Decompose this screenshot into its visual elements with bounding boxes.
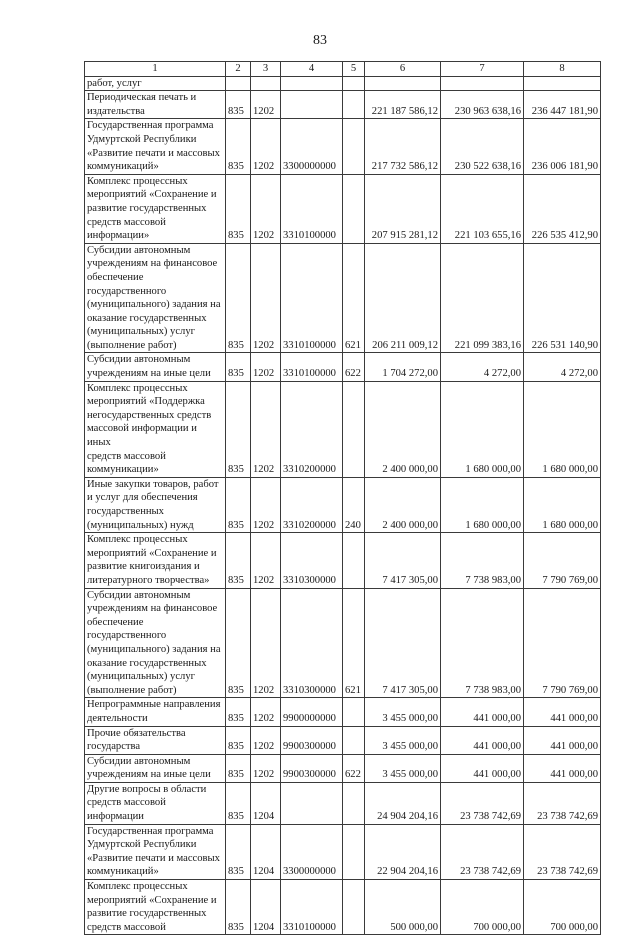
row-name-line: Субсидии автономным bbox=[87, 755, 191, 767]
grbs-code: 835 bbox=[226, 381, 251, 477]
section-code: 1202 bbox=[251, 754, 281, 782]
amount-year-3: 7 790 769,00 bbox=[524, 533, 601, 588]
column-header: 2 bbox=[226, 62, 251, 77]
row-name-line: мероприятий «Сохранение и bbox=[87, 547, 217, 559]
row-name-line: информации» bbox=[87, 230, 150, 242]
table-row bbox=[85, 782, 601, 824]
row-name bbox=[85, 754, 226, 782]
grbs-code: 835 bbox=[226, 353, 251, 381]
expense-type-code bbox=[343, 824, 365, 879]
row-name-line: (выполнение работ) bbox=[87, 339, 177, 351]
amount-year-1: 22 904 204,16 bbox=[365, 824, 441, 879]
row-name-line: Комплекс процессных bbox=[87, 881, 188, 893]
column-header: 1 bbox=[85, 62, 226, 77]
table-row bbox=[85, 381, 601, 477]
target-article-code: 3310300000 bbox=[281, 533, 343, 588]
amount-year-3: 1 680 000,00 bbox=[524, 477, 601, 532]
amount-year-1: 2 400 000,00 bbox=[365, 381, 441, 477]
grbs-code: 835 bbox=[226, 119, 251, 174]
row-name-line: учреждениям на иные цели bbox=[87, 769, 211, 781]
row-name-line: издательства bbox=[87, 105, 145, 117]
expense-type-code bbox=[343, 174, 365, 243]
amount-year-3: 441 000,00 bbox=[524, 754, 601, 782]
row-name-line: Субсидии автономным bbox=[87, 589, 191, 601]
row-name-line: (муниципальных) услуг bbox=[87, 326, 195, 338]
row-name bbox=[85, 477, 226, 532]
amount-year-1: 3 455 000,00 bbox=[365, 698, 441, 726]
row-name-line: Государственная программа bbox=[87, 825, 214, 837]
row-name-line: Удмуртской Республики bbox=[87, 133, 197, 145]
row-name bbox=[85, 880, 226, 935]
row-name-line: массовой информации и иных bbox=[87, 423, 197, 449]
grbs-code: 835 bbox=[226, 698, 251, 726]
amount-year-1 bbox=[365, 76, 441, 91]
row-name-line: оказание государственных bbox=[87, 312, 207, 324]
row-name-line: мероприятий «Поддержка bbox=[87, 396, 205, 408]
row-name-line: Комплекс процессных bbox=[87, 382, 188, 394]
row-name-line: коммуникаций» bbox=[87, 866, 159, 878]
target-article-code: 3310300000 bbox=[281, 588, 343, 698]
target-article-code: 9900000000 bbox=[281, 698, 343, 726]
section-code: 1202 bbox=[251, 477, 281, 532]
section-code: 1202 bbox=[251, 726, 281, 754]
target-article-code: 3300000000 bbox=[281, 824, 343, 879]
grbs-code: 835 bbox=[226, 91, 251, 119]
row-name-line: (выполнение работ) bbox=[87, 684, 177, 696]
row-name bbox=[85, 174, 226, 243]
page-number: 83 bbox=[313, 33, 327, 48]
section-code: 1202 bbox=[251, 588, 281, 698]
row-name-line: Прочие обязательства bbox=[87, 727, 186, 739]
table-row bbox=[85, 880, 601, 935]
target-article-code bbox=[281, 76, 343, 91]
section-code: 1202 bbox=[251, 243, 281, 353]
amount-year-2: 441 000,00 bbox=[441, 698, 524, 726]
row-name-line: Периодическая печать и bbox=[87, 92, 197, 104]
table-row bbox=[85, 119, 601, 174]
target-article-code bbox=[281, 782, 343, 824]
amount-year-2: 441 000,00 bbox=[441, 726, 524, 754]
row-name bbox=[85, 353, 226, 381]
target-article-code: 3310200000 bbox=[281, 381, 343, 477]
row-name bbox=[85, 76, 226, 91]
amount-year-2: 221 103 655,16 bbox=[441, 174, 524, 243]
amount-year-3: 226 531 140,90 bbox=[524, 243, 601, 353]
grbs-code: 835 bbox=[226, 824, 251, 879]
row-name-line: средств массовой bbox=[87, 216, 166, 228]
column-header: 3 bbox=[251, 62, 281, 77]
amount-year-2: 23 738 742,69 bbox=[441, 782, 524, 824]
row-name-line: деятельности bbox=[87, 712, 148, 724]
section-code: 1202 bbox=[251, 381, 281, 477]
grbs-code: 835 bbox=[226, 477, 251, 532]
amount-year-2: 7 738 983,00 bbox=[441, 533, 524, 588]
expense-type-code bbox=[343, 76, 365, 91]
section-code: 1204 bbox=[251, 782, 281, 824]
row-name-line: Государственная программа bbox=[87, 120, 214, 132]
row-name-line: развитие государственных bbox=[87, 202, 207, 214]
row-name bbox=[85, 782, 226, 824]
row-name-line: оказание государственных bbox=[87, 657, 207, 669]
target-article-code: 9900300000 bbox=[281, 726, 343, 754]
row-name bbox=[85, 243, 226, 353]
section-code: 1202 bbox=[251, 174, 281, 243]
amount-year-3: 441 000,00 bbox=[524, 726, 601, 754]
expense-type-code bbox=[343, 533, 365, 588]
target-article-code: 3310200000 bbox=[281, 477, 343, 532]
amount-year-3 bbox=[524, 76, 601, 91]
row-name-line: литературного творчества» bbox=[87, 574, 210, 586]
amount-year-1: 7 417 305,00 bbox=[365, 588, 441, 698]
row-name-line: «Развитие печати и массовых bbox=[87, 852, 220, 864]
row-name-line: Другие вопросы в области bbox=[87, 783, 207, 795]
table-row bbox=[85, 533, 601, 588]
amount-year-2: 230 963 638,16 bbox=[441, 91, 524, 119]
table-row bbox=[85, 174, 601, 243]
row-name-line: развитие книгоиздания и bbox=[87, 561, 200, 573]
expense-type-code bbox=[343, 698, 365, 726]
expense-type-code bbox=[343, 119, 365, 174]
amount-year-3: 236 006 181,90 bbox=[524, 119, 601, 174]
expense-type-code bbox=[343, 726, 365, 754]
expense-type-code: 240 bbox=[343, 477, 365, 532]
section-code: 1202 bbox=[251, 91, 281, 119]
row-name bbox=[85, 119, 226, 174]
row-name-line: информации bbox=[87, 811, 144, 823]
grbs-code: 835 bbox=[226, 243, 251, 353]
target-article-code bbox=[281, 91, 343, 119]
grbs-code: 835 bbox=[226, 533, 251, 588]
row-name bbox=[85, 698, 226, 726]
target-article-code: 3310100000 bbox=[281, 174, 343, 243]
grbs-code: 835 bbox=[226, 782, 251, 824]
expense-type-code bbox=[343, 381, 365, 477]
row-name-line: коммуникаций» bbox=[87, 161, 159, 173]
target-article-code: 9900300000 bbox=[281, 754, 343, 782]
column-header: 5 bbox=[343, 62, 365, 77]
section-code: 1202 bbox=[251, 698, 281, 726]
row-name-line: «Развитие печати и массовых bbox=[87, 147, 220, 159]
row-name-line: средств массовой bbox=[87, 921, 166, 933]
amount-year-1: 3 455 000,00 bbox=[365, 726, 441, 754]
amount-year-3: 23 738 742,69 bbox=[524, 782, 601, 824]
grbs-code: 835 bbox=[226, 588, 251, 698]
expense-type-code: 622 bbox=[343, 353, 365, 381]
grbs-code bbox=[226, 76, 251, 91]
expense-type-code: 621 bbox=[343, 588, 365, 698]
amount-year-3: 23 738 742,69 bbox=[524, 824, 601, 879]
row-name-line: и услуг для обеспечения bbox=[87, 492, 198, 504]
amount-year-2: 441 000,00 bbox=[441, 754, 524, 782]
amount-year-3: 7 790 769,00 bbox=[524, 588, 601, 698]
row-name-line: Субсидии автономным bbox=[87, 354, 191, 366]
amount-year-1: 217 732 586,12 bbox=[365, 119, 441, 174]
expense-type-code: 621 bbox=[343, 243, 365, 353]
row-name-line: Комплекс процессных bbox=[87, 175, 188, 187]
budget-table bbox=[84, 61, 601, 935]
row-name-line: Иные закупки товаров, работ bbox=[87, 478, 219, 490]
table-row bbox=[85, 91, 601, 119]
row-name-line: учреждениям на иные цели bbox=[87, 368, 211, 380]
row-name-line: обеспечение bbox=[87, 616, 144, 628]
amount-year-3: 226 535 412,90 bbox=[524, 174, 601, 243]
target-article-code: 3310100000 bbox=[281, 353, 343, 381]
amount-year-2: 221 099 383,16 bbox=[441, 243, 524, 353]
amount-year-3: 4 272,00 bbox=[524, 353, 601, 381]
amount-year-1: 3 455 000,00 bbox=[365, 754, 441, 782]
amount-year-3: 700 000,00 bbox=[524, 880, 601, 935]
row-name-line: учреждениям на финансовое bbox=[87, 258, 218, 270]
row-name-line: государства bbox=[87, 741, 141, 753]
grbs-code: 835 bbox=[226, 880, 251, 935]
column-header: 6 bbox=[365, 62, 441, 77]
row-name-line: государственных bbox=[87, 506, 164, 517]
grbs-code: 835 bbox=[226, 754, 251, 782]
row-name-line: мероприятий «Сохранение и bbox=[87, 189, 217, 201]
amount-year-2: 1 680 000,00 bbox=[441, 477, 524, 532]
table-row bbox=[85, 698, 601, 726]
row-name-line: мероприятий «Сохранение и bbox=[87, 894, 217, 906]
row-name-line: государственного bbox=[87, 285, 167, 297]
row-name-line: обеспечение bbox=[87, 271, 144, 283]
table-row bbox=[85, 754, 601, 782]
row-name-line: (муниципального) задания на bbox=[87, 299, 221, 311]
row-name-line: (муниципальных) нужд bbox=[87, 519, 194, 531]
amount-year-3: 1 680 000,00 bbox=[524, 381, 601, 477]
section-code: 1204 bbox=[251, 824, 281, 879]
amount-year-1: 206 211 009,12 bbox=[365, 243, 441, 353]
table-row bbox=[85, 726, 601, 754]
amount-year-2: 700 000,00 bbox=[441, 880, 524, 935]
amount-year-2: 1 680 000,00 bbox=[441, 381, 524, 477]
row-name-line: (муниципального) задания на bbox=[87, 643, 221, 655]
amount-year-1: 24 904 204,16 bbox=[365, 782, 441, 824]
table-row bbox=[85, 243, 601, 353]
column-header: 7 bbox=[441, 62, 524, 77]
row-name bbox=[85, 533, 226, 588]
row-name-line: Удмуртской Республики bbox=[87, 839, 197, 851]
expense-type-code bbox=[343, 782, 365, 824]
row-name-line: работ, услуг bbox=[87, 77, 142, 89]
target-article-code: 3310100000 bbox=[281, 243, 343, 353]
amount-year-1: 221 187 586,12 bbox=[365, 91, 441, 119]
target-article-code: 3300000000 bbox=[281, 119, 343, 174]
row-name-line: негосударственных средств bbox=[87, 409, 212, 421]
table-row bbox=[85, 76, 601, 91]
amount-year-3: 236 447 181,90 bbox=[524, 91, 601, 119]
amount-year-2: 4 272,00 bbox=[441, 353, 524, 381]
section-code: 1202 bbox=[251, 533, 281, 588]
table-row bbox=[85, 588, 601, 698]
expense-type-code bbox=[343, 880, 365, 935]
amount-year-3: 441 000,00 bbox=[524, 698, 601, 726]
table-header-row bbox=[85, 62, 601, 77]
row-name-line: развитие государственных bbox=[87, 908, 207, 920]
amount-year-1: 1 704 272,00 bbox=[365, 353, 441, 381]
row-name-line: средств массовой bbox=[87, 450, 166, 462]
section-code: 1204 bbox=[251, 880, 281, 935]
section-code: 1202 bbox=[251, 119, 281, 174]
grbs-code: 835 bbox=[226, 726, 251, 754]
amount-year-2: 23 738 742,69 bbox=[441, 824, 524, 879]
amount-year-1: 2 400 000,00 bbox=[365, 477, 441, 532]
amount-year-1: 500 000,00 bbox=[365, 880, 441, 935]
section-code bbox=[251, 76, 281, 91]
row-name-line: средств массовой bbox=[87, 797, 166, 809]
row-name bbox=[85, 91, 226, 119]
row-name bbox=[85, 726, 226, 754]
section-code: 1202 bbox=[251, 353, 281, 381]
amount-year-2: 230 522 638,16 bbox=[441, 119, 524, 174]
grbs-code: 835 bbox=[226, 174, 251, 243]
amount-year-2: 7 738 983,00 bbox=[441, 588, 524, 698]
row-name-line: учреждениям на финансовое bbox=[87, 603, 218, 615]
expense-type-code bbox=[343, 91, 365, 119]
row-name-line: коммуникации» bbox=[87, 464, 159, 476]
table-row bbox=[85, 477, 601, 532]
amount-year-1: 207 915 281,12 bbox=[365, 174, 441, 243]
row-name bbox=[85, 381, 226, 477]
row-name-line: государственного bbox=[87, 630, 167, 642]
column-header: 4 bbox=[281, 62, 343, 77]
amount-year-1: 7 417 305,00 bbox=[365, 533, 441, 588]
amount-year-2 bbox=[441, 76, 524, 91]
row-name bbox=[85, 588, 226, 698]
table-row bbox=[85, 353, 601, 381]
expense-type-code: 622 bbox=[343, 754, 365, 782]
row-name-line: (муниципальных) услуг bbox=[87, 671, 195, 683]
row-name-line: Непрограммные направления bbox=[87, 699, 221, 711]
target-article-code: 3310100000 bbox=[281, 880, 343, 935]
row-name-line: Субсидии автономным bbox=[87, 244, 191, 256]
row-name-line: Комплекс процессных bbox=[87, 534, 188, 546]
column-header: 8 bbox=[524, 62, 601, 77]
row-name bbox=[85, 824, 226, 879]
table-row bbox=[85, 824, 601, 879]
